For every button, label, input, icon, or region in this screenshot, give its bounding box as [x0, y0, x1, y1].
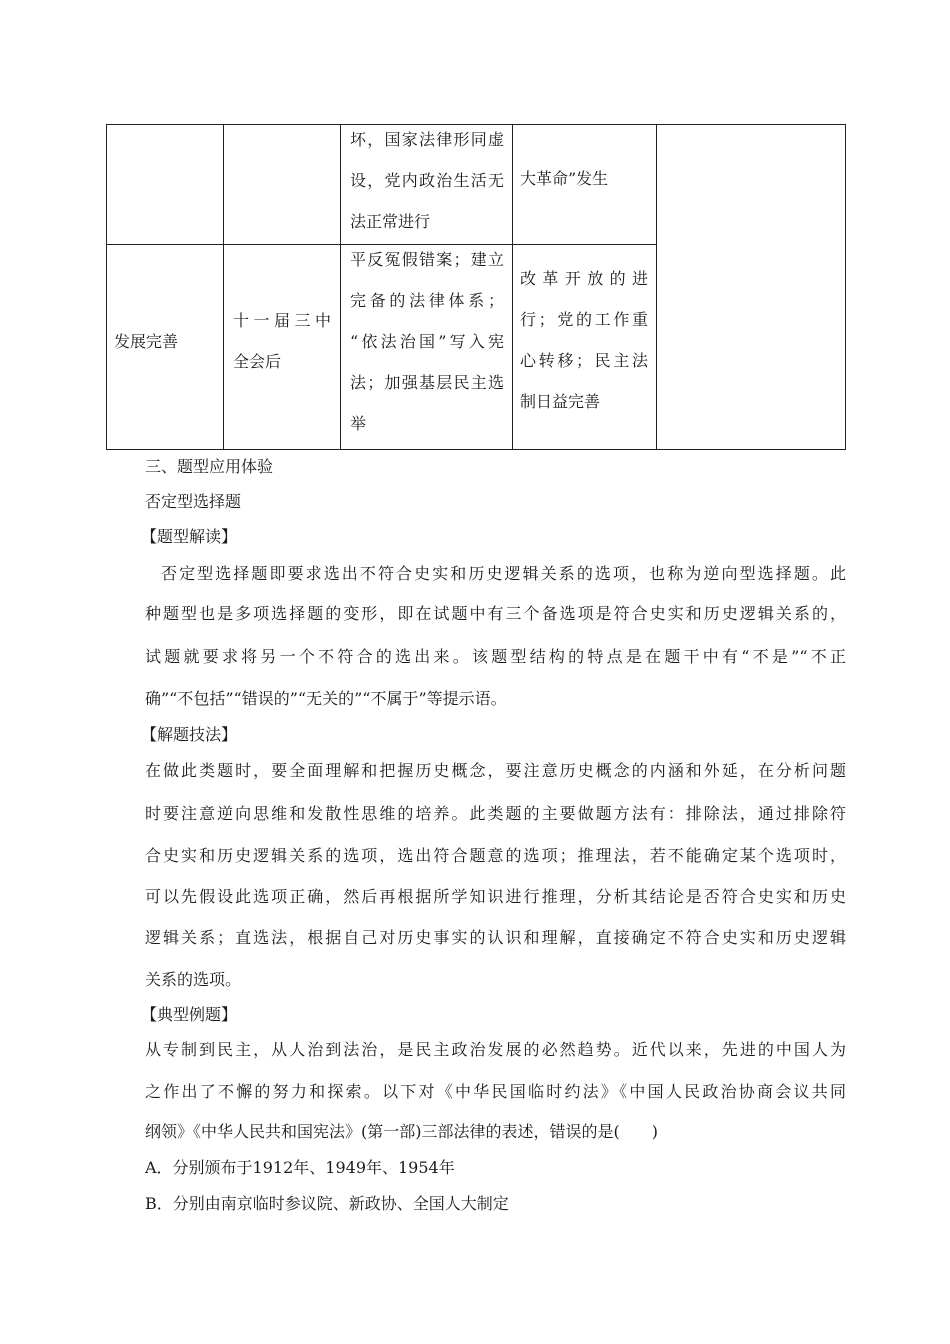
table-cell-stage: 发展完善: [114, 332, 179, 351]
table-cell-reason: 改革开放的进 行；党的工作重 心转移；民主法 制日益完善: [520, 269, 648, 411]
method-paragraph-line: 逻辑关系；直选法，根据自己对历史事实的认识和理解，直接确定不符合史实和历史逻辑: [145, 928, 846, 947]
option-a: A．分别颁布于1912年、1949年、1954年: [145, 1158, 455, 1177]
table-col-divider: [656, 124, 657, 450]
table-col-divider: [340, 124, 341, 450]
table-border-left: [106, 124, 107, 450]
method-title: 【解题技法】: [141, 725, 238, 744]
interpretation-paragraph-line: 否定型选择题即要求选出不符合史实和历史逻辑关系的选项，也称为逆向型选择题。此: [161, 564, 846, 583]
table-bottom-border: [106, 449, 846, 450]
method-paragraph-line: 关系的选项。: [145, 970, 242, 989]
table-cell-content: 平反冤假错案；建立 完备的法律体系； “依法治国”写入宪 法；加强基层民主选 举: [350, 250, 504, 433]
table-cell-content: 坏，国家法律形同虚 设，党内政治生活无 法正常进行: [350, 130, 504, 231]
method-paragraph-line: 可以先假设此选项正确，然后再根据所学知识进行推理，分析其结论是否符合史实和历史: [145, 887, 846, 906]
method-paragraph-line: 在做此类题时，要全面理解和把握历史概念，要注意历史概念的内涵和外延，在分析问题: [145, 761, 846, 780]
table-col-divider: [223, 124, 224, 450]
comparison-table: [106, 124, 846, 450]
table-cell-period: 十一届三中 全会后: [233, 311, 331, 371]
interpretation-title: 【题型解读】: [141, 527, 238, 546]
table-cell-reason: 大革命”发生: [520, 169, 609, 188]
example-paragraph-line: 纲领》《中华人民共和国宪法》(第一部)三部法律的表述，错误的是( ): [145, 1122, 658, 1141]
table-col-divider: [512, 124, 513, 450]
section-heading: 三、题型应用体验: [145, 457, 274, 476]
section-subheading: 否定型选择题: [145, 492, 242, 511]
example-paragraph-line: 之作出了不懈的努力和探索。以下对《中华民国临时约法》《中国人民政治协商会议共同: [145, 1082, 846, 1101]
interpretation-paragraph-line: 种题型也是多项选择题的变形，即在试题中有三个备选项是符合史实和历史逻辑关系的，: [145, 604, 846, 623]
method-paragraph-line: 时要注意逆向思维和发散性思维的培养。此类题的主要做题方法有：排除法，通过排除符: [145, 804, 846, 823]
example-paragraph-line: 从专制到民主，从人治到法治，是民主政治发展的必然趋势。近代以来，先进的中国人为: [145, 1040, 846, 1059]
table-border-right: [845, 124, 846, 450]
method-paragraph-line: 合史实和历史逻辑关系的选项，选出符合题意的选项；推理法，若不能确定某个选项时，: [145, 846, 846, 865]
interpretation-paragraph-line: 确”“不包括”“错误的”“无关的”“不属于”等提示语。: [145, 689, 507, 708]
interpretation-paragraph-line: 试题就要求将另一个不符合的选出来。该题型结构的特点是在题干中有“不是”“不正: [145, 647, 846, 666]
option-b: B．分别由南京临时参议院、新政协、全国人大制定: [145, 1194, 509, 1213]
example-title: 【典型例题】: [141, 1005, 238, 1024]
